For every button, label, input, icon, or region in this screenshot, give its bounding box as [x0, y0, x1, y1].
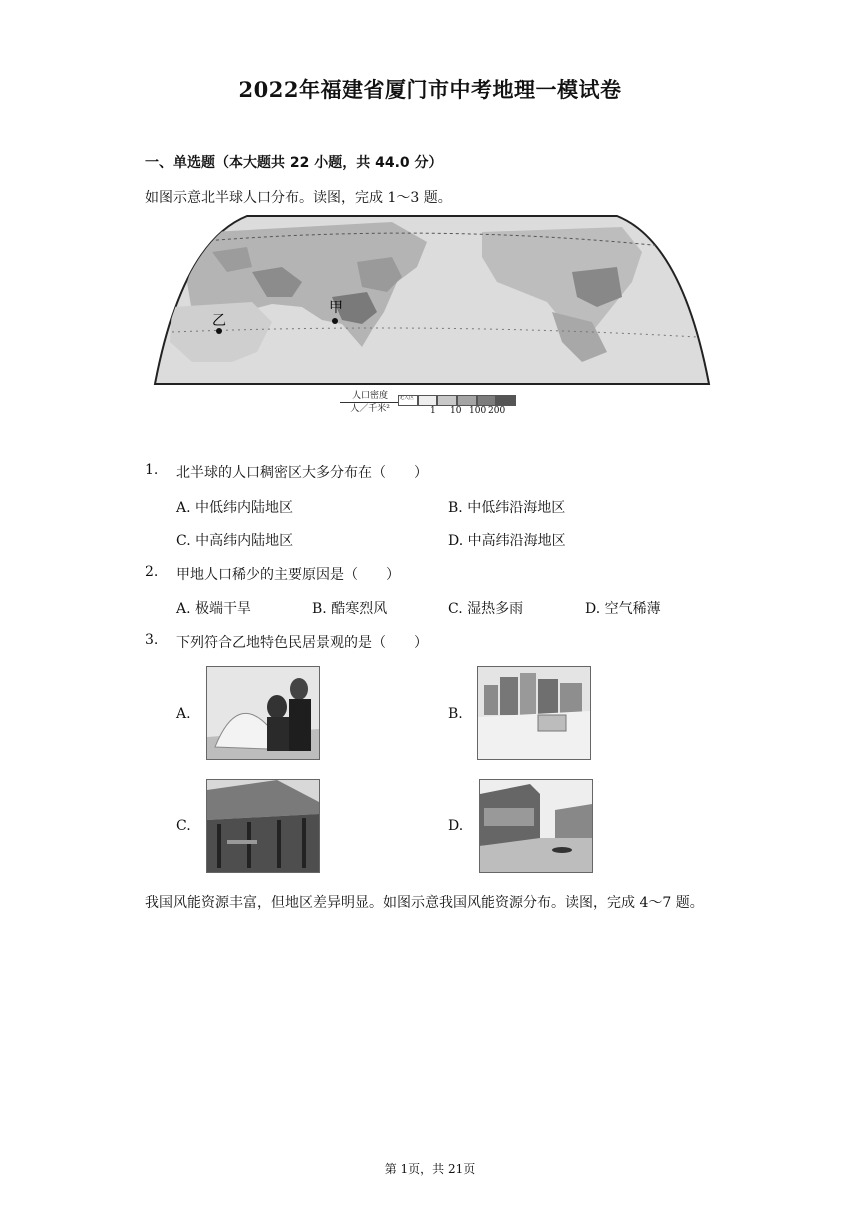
q1-option-d[interactable] [448, 530, 566, 550]
legend-box-2 [437, 395, 457, 406]
option-text: 中高纬内陆地区 [195, 533, 294, 549]
q2-option-b[interactable] [312, 598, 387, 618]
page-footer: 第 1页，共 21页 [384, 1162, 476, 1176]
option-text: 湿热多雨 [467, 601, 524, 617]
q3-option-a-photo[interactable] [206, 666, 320, 760]
q2-option-c[interactable] [448, 598, 523, 618]
q3-option-b-label: B. [448, 706, 463, 722]
stilt-house-photo [207, 780, 319, 872]
map-label-jia: 甲 [329, 300, 343, 316]
map-legend-title [340, 390, 400, 415]
legend-box-1 [418, 395, 438, 406]
q3-stem: 下列符合乙地特色民居景观的是（ ） [176, 635, 428, 651]
igloo-photo [207, 667, 319, 759]
legend-box-3 [457, 395, 477, 406]
q1-number: 1. [145, 462, 159, 478]
q2-number: 2. [145, 564, 159, 580]
q2-stem: 甲地人口稀少的主要原因是（ ） [176, 567, 400, 583]
option-letter: B. [312, 601, 327, 617]
option-letter: B. [448, 500, 463, 516]
page-title: 2022年福建省厦门市中考地理一模试卷 [238, 77, 622, 102]
q3-number: 3. [145, 632, 159, 648]
q2-option-a[interactable] [176, 598, 251, 618]
option-letter: C. [176, 533, 191, 549]
option-text: 酷寒烈风 [331, 601, 388, 617]
q1-option-c[interactable] [176, 530, 293, 550]
intro-text-2: 我国风能资源丰富，但地区差异明显。如图示意我国风能资源分布。读图，完成 4～7 题。 [145, 895, 704, 911]
water-town-photo [480, 780, 592, 872]
option-letter: D. [585, 601, 601, 617]
option-text: 空气稀薄 [604, 601, 661, 617]
map-legend-scale [398, 395, 516, 406]
legend-none-box: 无人区 [398, 395, 418, 406]
q3-option-d-photo[interactable] [479, 779, 593, 873]
q1-stem: 北半球的人口稠密区大多分布在（ ） [176, 465, 428, 481]
option-letter: C. [448, 601, 463, 617]
q2-option-d[interactable] [585, 598, 661, 618]
option-text: 中低纬内陆地区 [195, 500, 294, 516]
legend-title-top: 人口密度 [340, 390, 400, 403]
legend-tick-1: 1 [430, 406, 436, 416]
intro-text-1: 如图示意北半球人口分布。读图，完成 1～3 题。 [145, 190, 452, 206]
map-label-yi: 乙 [212, 313, 226, 329]
section-heading: 一、单选题（本大题共 22 小题，共 44.0 分） [145, 155, 443, 171]
q3-option-c-photo[interactable] [206, 779, 320, 873]
q1-option-a[interactable] [176, 497, 293, 517]
option-text: 中高纬沿海地区 [467, 533, 566, 549]
legend-box-4 [477, 395, 497, 406]
option-text: 极端干旱 [195, 601, 252, 617]
q3-option-a-label: A. [176, 706, 191, 722]
option-letter: A. [176, 500, 191, 516]
legend-tick-4: 200 [488, 406, 506, 416]
legend-title-bottom: 人／千米² [350, 404, 390, 414]
option-letter: D. [448, 533, 464, 549]
q1-option-b[interactable] [448, 497, 565, 517]
legend-tick-2: 10 [450, 406, 462, 416]
option-letter: A. [176, 601, 191, 617]
q3-option-b-photo[interactable] [477, 666, 591, 760]
q3-option-c-label: C. [176, 818, 191, 834]
population-map [152, 212, 712, 387]
option-text: 中低纬沿海地区 [467, 500, 566, 516]
legend-box-5 [496, 395, 516, 406]
mud-brick-houses-photo [478, 667, 590, 759]
legend-tick-3: 100 [469, 406, 487, 416]
population-map-graphic [152, 212, 712, 387]
q3-option-d-label: D. [448, 818, 464, 834]
